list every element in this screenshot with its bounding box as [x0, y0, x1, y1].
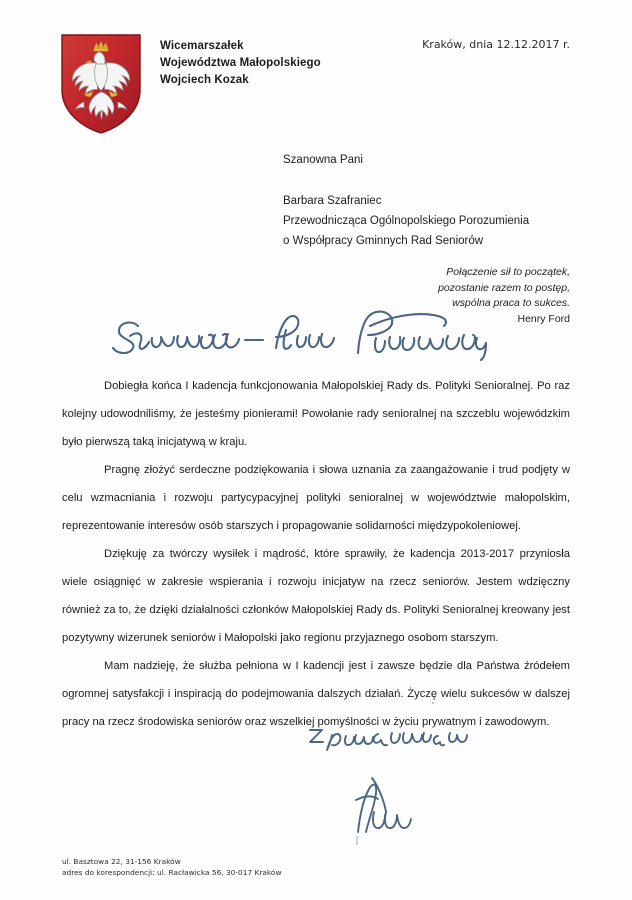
letter-body	[62, 372, 570, 736]
quote-author: Henry Ford	[517, 312, 570, 325]
scan-artifact-mark	[356, 836, 358, 845]
body-paragraph-4: Mam nadzieję, że służba pełniona w I kadencji jest i zawsze będzie dla Państwa źródełem ogromnej satysfakcji i inspiracją do podejmowania dalszych działań. Życzę wielu sukcesów w dalszej pracy na rzecz środowiska seniorów oraz wszelkiej pomyślności w życiu prywatnym i zawodowym.	[62, 660, 570, 728]
body-paragraph-1: Dobiegła końca I kadencja funkcjonowania Małopolskiej Rady ds. Polityki Senioralnej. Po raz kolejny udowodniliśmy, że jesteśmy pionierami! Powołanie rady senioralnej na szczeblu wojewódzkim było pierwszą taką inicjatywą w kraju.	[62, 380, 570, 448]
footer-line-1: ul. Basztowa 22, 31-156 Kraków	[62, 857, 181, 866]
quote-line-1: Połączenie sił to początek,	[446, 266, 570, 278]
letterhead-line-3: Wojciech Kozak	[160, 74, 249, 86]
malopolska-coat-of-arms-icon	[58, 32, 144, 136]
letterhead-line-2: Województwa Małopolskiego	[160, 57, 321, 69]
scan-artifact-dot	[432, 702, 434, 704]
body-paragraph-3: Dziękuję za twórczy wysiłek i mądrość, które sprawiły, że kadencja 2013-2017 przyniosła wiele osiągnięć w zakresie wspierania i rozwoju inicjatyw na rzecz seniorów. Jestem wdzięczny również za to, że dzięki działalności członków Małopolskiej Rady ds. Polityki Senioralnej kreowany jest pozytywny wizerunek seniorów i Małopolski jako regionu przyjaznego osobom starszym.	[62, 548, 570, 644]
quote-line-2: pozostanie razem to postęp,	[438, 281, 570, 294]
letterhead-line-1: Wicemarszałek	[160, 40, 244, 52]
recipient-name: Barbara Szafraniec	[283, 195, 382, 207]
letterhead	[0, 0, 632, 150]
recipient-title-line-2: o Współpracy Gminnych Rad Seniorów	[283, 235, 484, 247]
handwritten-salutation	[108, 308, 498, 362]
recipient-title-line-1: Przewodnicząca Ogólnopolskiego Porozumienia	[283, 215, 530, 227]
date-line: Kraków, dnia 12.12.2017 r.	[422, 38, 570, 51]
recipient-salutation: Szanowna Pani	[283, 154, 363, 166]
footer-address	[62, 856, 282, 878]
handwritten-signature-block	[300, 722, 530, 837]
body-paragraph-2: Pragnę złożyć serdeczne podziękowania i słowa uznania za zaangażowanie i trud podjęty w celu wzmacniania i rozwoju partycypacyjnej polityki senioralnej w województwie małopolskim, reprezentowanie interesów osób starszych i propagowanie solidarności międzypokoleniowej.	[62, 464, 570, 532]
recipient-block	[283, 150, 529, 251]
footer-line-2: adres do korespondencji: ul. Racławicka 56, 30-017 Kraków	[62, 868, 282, 877]
letterhead-title	[160, 38, 321, 89]
quote-line-3: wspólna praca to sukces.	[452, 297, 570, 309]
